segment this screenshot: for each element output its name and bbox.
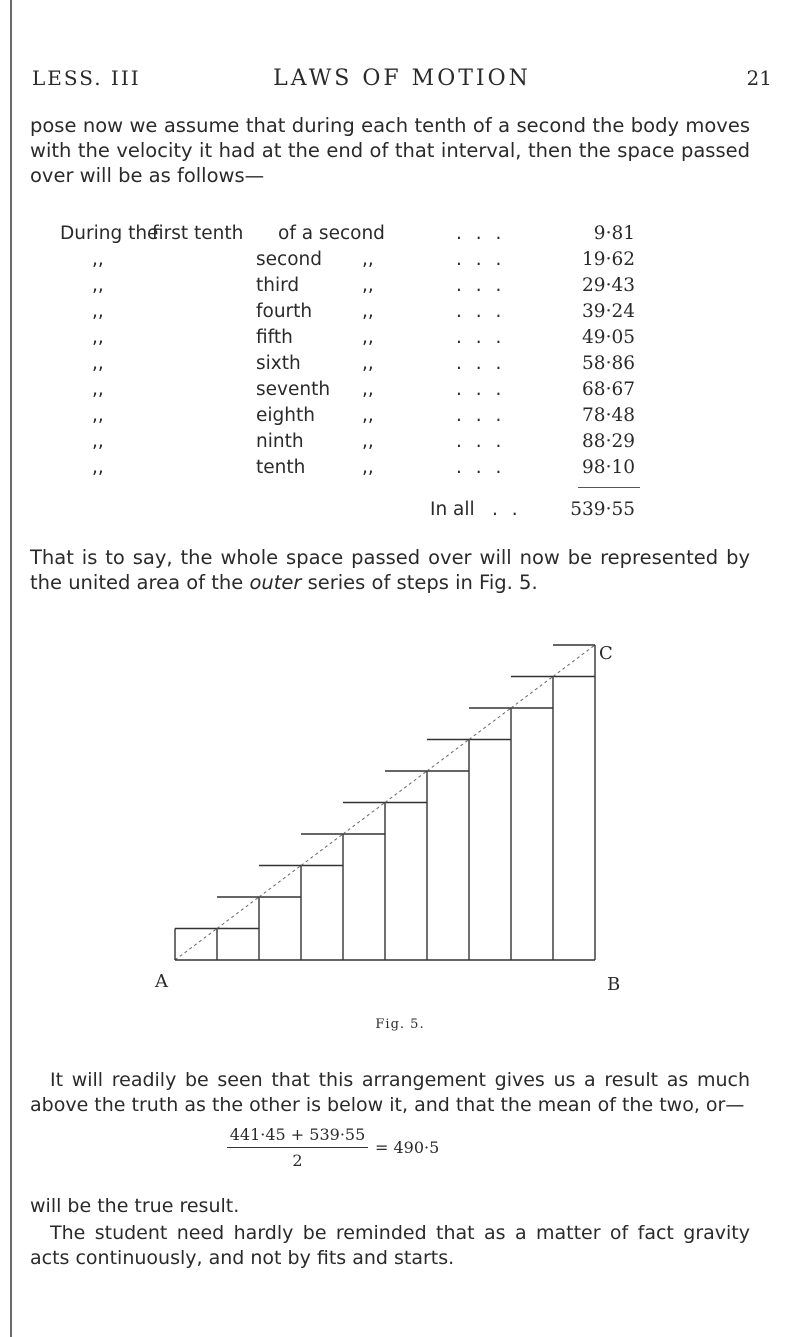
ditto-mark: ,, — [92, 379, 104, 400]
table-row — [60, 275, 640, 301]
table-row — [60, 457, 640, 483]
row-value: 68·67 — [582, 379, 635, 400]
table-row — [60, 249, 640, 275]
row-label: sixth — [256, 353, 301, 374]
space-table — [60, 223, 640, 520]
dot-leader: . . . — [456, 353, 506, 374]
paragraph-outer-steps-text — [30, 545, 750, 595]
row-label: second — [256, 249, 322, 270]
paragraph-true-result — [30, 1194, 750, 1219]
table-row — [60, 223, 640, 249]
ditto-mark: ,, — [362, 327, 374, 348]
row-value: 39·24 — [582, 301, 635, 322]
diagonal-segment — [427, 740, 469, 772]
table-row — [60, 353, 640, 379]
ditto-mark: ,, — [92, 275, 104, 296]
ditto-mark: ,, — [362, 405, 374, 426]
dot-leader: . . . — [456, 301, 506, 322]
dot-leader: . . . — [456, 223, 506, 244]
fraction-bar — [227, 1147, 368, 1148]
sum-rule — [578, 487, 640, 488]
intro-text: pose now we assume that during each tenth of a second the body moves with the velocity it had at the end of that interval, then the space passed over will be as follows— — [30, 114, 750, 187]
space-table-rows — [60, 223, 640, 483]
ditto-mark: ,, — [362, 431, 374, 452]
paragraph-continuous — [30, 1221, 750, 1271]
dot-leader: . . . — [456, 405, 506, 426]
lesson-number: LESS. III — [32, 66, 141, 90]
dot-leader: . . . — [456, 249, 506, 270]
row-label: first tenth — [152, 223, 244, 244]
diagonal-segment — [343, 803, 385, 835]
row-unit: of a second — [278, 223, 385, 244]
formula-numerator: 441·45 + 539·55 — [229, 1125, 366, 1144]
row-value: 98·10 — [582, 457, 635, 478]
diagonal-segment — [553, 645, 595, 677]
diagonal-segment — [301, 834, 343, 866]
paragraph-true-result-text: will be the true result. — [30, 1195, 240, 1217]
paragraph-outer-steps — [30, 545, 750, 595]
table-row — [60, 379, 640, 405]
row-label: tenth — [256, 457, 306, 478]
para2-emphasis: outer — [249, 571, 302, 594]
row-label: fifth — [256, 327, 293, 348]
ditto-mark: ,, — [92, 431, 104, 452]
figure-caption: Fig. 5. — [375, 1017, 425, 1032]
row-value: 49·05 — [582, 327, 635, 348]
para2-after: series of steps in Fig. 5. — [301, 571, 538, 594]
diagonal-segment — [511, 677, 553, 709]
page-number: 21 — [746, 66, 772, 90]
ditto-mark: ,, — [92, 327, 104, 348]
total-label: In all — [430, 499, 475, 520]
ditto-mark: ,, — [92, 301, 104, 322]
dot-leader: . . . — [456, 327, 506, 348]
point-b-label: B — [607, 974, 621, 995]
dot-leader: . . . — [456, 431, 506, 452]
total-value: 539·55 — [570, 499, 635, 520]
diagonal-segment — [469, 708, 511, 740]
point-c-label: C — [599, 643, 613, 664]
row-label: fourth — [256, 301, 313, 322]
ditto-mark: ,, — [92, 405, 104, 426]
row-value: 19·62 — [582, 249, 635, 270]
ditto-mark: ,, — [92, 249, 104, 270]
diagonal-segment — [259, 866, 301, 898]
ditto-mark: ,, — [362, 457, 374, 478]
table-row — [60, 301, 640, 327]
row-prefix: During the — [60, 223, 159, 244]
paragraph-mean-text: It will readily be seen that this arrangement gives us a result as much above the truth as the other is below it, and that the mean of the two, or— — [30, 1069, 750, 1116]
table-row — [60, 327, 640, 353]
ditto-mark: ,, — [92, 457, 104, 478]
row-value: 88·29 — [582, 431, 635, 452]
mean-formula — [225, 1125, 440, 1185]
dot-leader: . . . — [456, 457, 506, 478]
ditto-mark: ,, — [362, 353, 374, 374]
figure-5 — [140, 643, 621, 1011]
diagonal-segment — [175, 929, 217, 961]
row-label: seventh — [256, 379, 331, 400]
ditto-mark: ,, — [362, 249, 374, 270]
diagonal-segment — [385, 771, 427, 803]
row-value: 58·86 — [582, 353, 635, 374]
table-row — [60, 405, 640, 431]
paragraph-mean — [30, 1068, 750, 1118]
running-header — [32, 66, 772, 96]
total-row — [60, 499, 640, 525]
point-a-label: A — [155, 971, 168, 992]
row-value: 9·81 — [593, 223, 635, 244]
row-label: ninth — [256, 431, 304, 452]
page-binding-edge — [10, 0, 12, 1337]
row-label: eighth — [256, 405, 315, 426]
ditto-mark: ,, — [362, 301, 374, 322]
intro-paragraph — [30, 113, 750, 188]
dot-leader: . . . — [456, 379, 506, 400]
total-leader: . . — [492, 499, 522, 520]
formula-denominator: 2 — [292, 1151, 303, 1170]
page-title: LAWS OF MOTION — [273, 66, 531, 91]
table-row — [60, 431, 640, 457]
formula-result: = 490·5 — [375, 1138, 440, 1157]
staircase-diagram — [140, 643, 621, 1007]
row-label: third — [256, 275, 300, 296]
ditto-mark: ,, — [92, 353, 104, 374]
paragraph-continuous-text: The student need hardly be reminded that as a matter of fact gravity acts continuously, and not by fits and starts. — [30, 1222, 750, 1269]
row-value: 78·48 — [582, 405, 635, 426]
para2-before: That is to say, the whole space passed over will now be represented by the united area of the — [30, 546, 750, 594]
dot-leader: . . . — [456, 275, 506, 296]
row-value: 29·43 — [582, 275, 635, 296]
ditto-mark: ,, — [362, 275, 374, 296]
ditto-mark: ,, — [362, 379, 374, 400]
diagonal-segment — [217, 897, 259, 929]
